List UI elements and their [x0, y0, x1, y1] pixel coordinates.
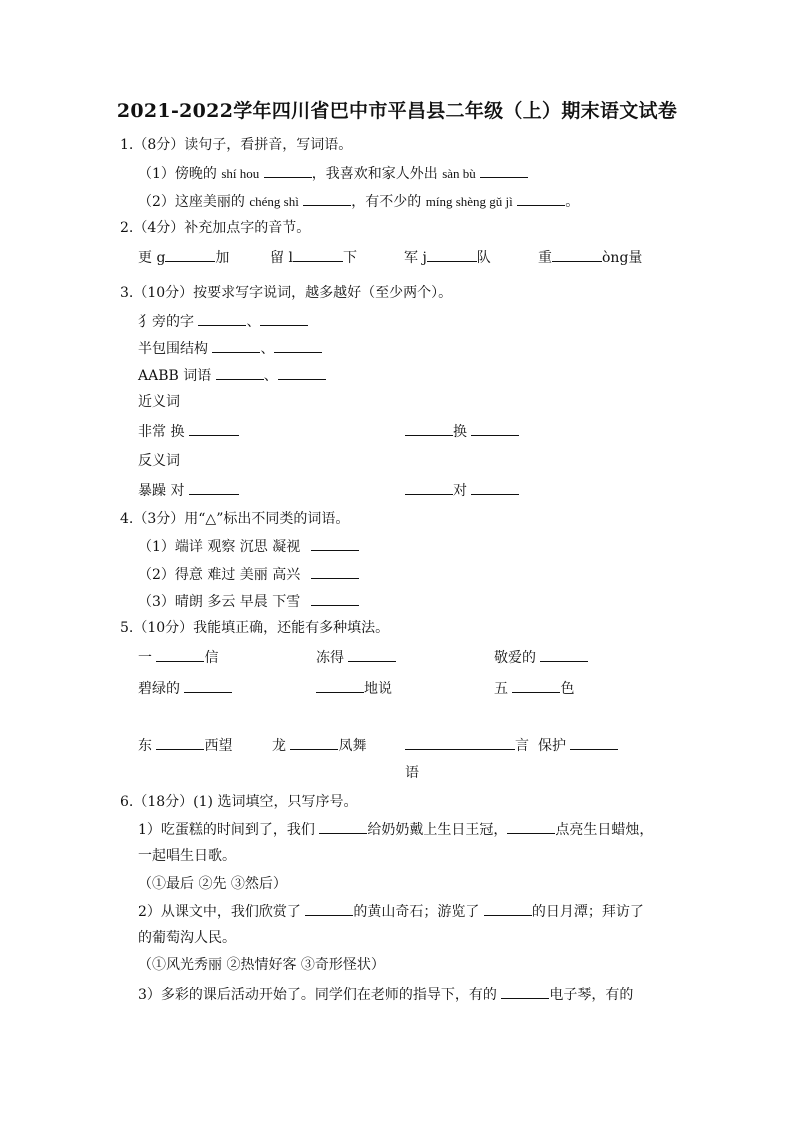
question-5-c4	[538, 735, 618, 756]
q3-synonym-right-label: 换	[453, 424, 467, 440]
answer-blank[interactable]	[348, 647, 396, 662]
answer-blank[interactable]	[212, 338, 260, 353]
question-4-heading: 4.（3分）用“△”标出不同类的词语。	[120, 511, 350, 527]
q3-antonym-right-label: 对	[453, 483, 467, 499]
q3-row2-label: 半包围结构	[138, 341, 208, 357]
answer-blank[interactable]	[311, 591, 359, 606]
q2-item4-suffix: òng量	[602, 250, 643, 266]
separator: 、	[263, 368, 278, 384]
q5-c3-yan: 言	[515, 738, 529, 754]
question-6-options-2: （①风光秀丽 ②热情好客 ③奇形怪状）	[138, 957, 385, 973]
q5-b1-label: 碧绿的	[138, 681, 180, 697]
question-2-item-3	[404, 247, 491, 268]
q5-c2-suffix: 凤舞	[338, 738, 367, 754]
answer-blank[interactable]	[517, 191, 565, 206]
question-2-item-2	[270, 247, 357, 268]
q2-item1-prefix: 更 g	[138, 250, 166, 266]
q3-synonym-left-label: 非常 换	[138, 424, 185, 440]
answer-blank[interactable]	[552, 247, 602, 262]
question-3-antonym-label: 反义词	[138, 453, 180, 469]
q5-c4-label: 保护	[538, 738, 566, 754]
q1-item1-middle: ，我喜欢和家人外出	[311, 166, 438, 182]
answer-blank[interactable]	[165, 247, 215, 262]
q2-item4-prefix: 重	[538, 250, 552, 266]
question-1-heading: 1.（8分）读句子，看拼音，写词语。	[120, 137, 353, 153]
answer-blank[interactable]	[311, 564, 359, 579]
q5-c1-prefix: 东	[138, 738, 152, 754]
question-4-group-1	[138, 536, 359, 557]
question-6-p1-line1	[138, 819, 653, 840]
question-3-antonym-left	[138, 480, 239, 501]
q6-p1-part-b: 给奶奶戴上生日王冠，	[367, 822, 508, 838]
question-3-antonym-right	[405, 480, 519, 501]
q1-item2-prefix: （2）这座美丽的	[138, 194, 245, 210]
question-2-item-4	[538, 247, 642, 268]
question-6-heading: 6.（18分）(1) 选词填空，只写序号。	[120, 794, 358, 810]
answer-blank[interactable]	[405, 421, 453, 436]
answer-blank[interactable]	[274, 338, 322, 353]
q6-p3-part-a: 3）多彩的课后活动开始了。同学们在老师的指导下，有的	[138, 987, 497, 1003]
answer-blank[interactable]	[216, 365, 264, 380]
answer-blank[interactable]	[471, 421, 519, 436]
answer-blank[interactable]	[260, 311, 308, 326]
q5-b3-prefix: 五	[494, 681, 508, 697]
answer-blank[interactable]	[512, 678, 560, 693]
question-1-item-1	[138, 163, 528, 184]
question-3-synonym-right	[405, 421, 519, 442]
question-6-p2-line2: 的葡萄沟人民。	[138, 930, 236, 946]
question-2-item-1	[138, 247, 229, 268]
question-5-b3	[494, 678, 574, 699]
answer-blank[interactable]	[507, 819, 555, 834]
question-5-b1	[138, 678, 232, 699]
q6-p3-part-b: 电子琴，有的	[549, 987, 634, 1003]
q5-b2-suffix: 地说	[364, 681, 392, 697]
question-5-c3	[405, 735, 529, 756]
question-5-a2	[316, 647, 396, 668]
question-3-synonym-left	[138, 421, 239, 442]
answer-blank[interactable]	[540, 647, 588, 662]
question-3-row-1	[138, 311, 308, 332]
answer-blank[interactable]	[319, 819, 367, 834]
q5-a1-suffix: 信	[204, 650, 219, 666]
question-3-row-3	[138, 365, 326, 386]
pinyin-sanbu: sàn bù	[442, 166, 476, 181]
q2-item3-prefix: 军 j	[404, 250, 427, 266]
answer-blank[interactable]	[278, 365, 326, 380]
q3-row1-label: 犭旁的字	[138, 314, 194, 330]
q2-item2-prefix: 留 l	[270, 250, 293, 266]
q3-antonym-left-label: 暴躁 对	[138, 483, 185, 499]
question-3-heading: 3.（10分）按要求写字说词，越多越好（至少两个）。	[120, 285, 453, 301]
pinyin-chengshi: chéng shì	[249, 194, 299, 209]
q4-group3-words: （3）晴朗 多云 早晨 下雪	[138, 594, 301, 610]
question-5-a3	[494, 647, 588, 668]
q5-a1-prefix: 一	[138, 650, 152, 666]
page-title: 2021-2022学年四川省巴中市平昌县二年级（上）期末语文试卷	[116, 100, 678, 122]
question-5-c3-wrap: 语	[405, 765, 419, 781]
q1-item1-prefix: （1）傍晚的	[138, 166, 217, 182]
answer-blank[interactable]	[405, 480, 453, 495]
answer-blank[interactable]	[305, 901, 353, 916]
q1-item2-middle: ，有不少的	[351, 194, 422, 210]
question-6-p2-line1	[138, 901, 644, 922]
question-2-heading: 2.（4分）补充加点字的音节。	[120, 220, 311, 236]
q5-c2-prefix: 龙	[272, 738, 286, 754]
q5-a2-label: 冻得	[316, 650, 344, 666]
question-5-a1	[138, 647, 218, 668]
q2-item3-suffix: 队	[476, 250, 491, 266]
question-6-p1-line2: 一起唱生日歌。	[138, 848, 236, 864]
q6-p1-part-a: 1）吃蛋糕的时间到了，我们	[138, 822, 315, 838]
question-6-p3-line1	[138, 984, 633, 1005]
q6-p2-part-a: 2）从课文中，我们欣赏了	[138, 904, 301, 920]
answer-blank[interactable]	[156, 647, 204, 662]
answer-blank[interactable]	[189, 421, 239, 436]
q2-item1-suffix: 加	[215, 250, 230, 266]
answer-blank[interactable]	[156, 735, 204, 750]
q6-p2-part-c: 的日月潭；拜访了	[531, 904, 644, 920]
question-4-group-3	[138, 591, 359, 612]
answer-blank[interactable]	[264, 163, 312, 178]
q6-p2-part-b: 的黄山奇石；游览了	[353, 904, 480, 920]
answer-blank[interactable]	[501, 984, 549, 999]
q4-group1-words: （1）端详 观察 沉思 凝视	[138, 539, 301, 555]
answer-blank[interactable]	[570, 735, 618, 750]
question-1-item-2	[138, 191, 579, 212]
answer-blank[interactable]	[293, 247, 343, 262]
pinyin-shihou: shí hou	[221, 166, 260, 181]
pinyin-mingshengguji: míng shèng gǔ jì	[425, 194, 513, 209]
question-5-b2	[316, 678, 392, 699]
q6-p1-part-c: 点亮生日蜡烛，	[555, 822, 654, 838]
question-6-options-1: （①最后 ②先 ③然后）	[138, 876, 287, 892]
separator: 、	[260, 341, 275, 357]
answer-blank[interactable]	[427, 247, 477, 262]
separator: 、	[246, 314, 261, 330]
answer-blank[interactable]	[303, 191, 351, 206]
q5-a3-label: 敬爱的	[494, 650, 536, 666]
answer-blank[interactable]	[290, 735, 338, 750]
question-5-c1	[138, 735, 232, 756]
answer-blank[interactable]	[480, 163, 528, 178]
question-4-group-2	[138, 564, 359, 585]
answer-blank[interactable]	[189, 480, 239, 495]
q2-item2-suffix: 下	[342, 250, 357, 266]
answer-blank[interactable]	[311, 536, 359, 551]
answer-blank[interactable]	[471, 480, 519, 495]
answer-blank[interactable]	[198, 311, 246, 326]
q3-row3-label: AABB 词语	[138, 368, 212, 384]
answer-blank[interactable]	[405, 735, 515, 750]
q4-group2-words: （2）得意 难过 美丽 高兴	[138, 567, 301, 583]
question-3-synonym-label: 近义词	[138, 394, 180, 410]
q1-item2-end: 。	[565, 194, 580, 210]
question-5-heading: 5.（10分）我能填正确，还能有多种填法。	[120, 620, 390, 636]
answer-blank[interactable]	[316, 678, 364, 693]
question-3-row-2	[138, 338, 322, 359]
q5-b3-suffix: 色	[560, 681, 575, 697]
q5-c1-suffix: 西望	[204, 738, 233, 754]
answer-blank[interactable]	[184, 678, 232, 693]
question-5-c2	[272, 735, 366, 756]
answer-blank[interactable]	[484, 901, 532, 916]
